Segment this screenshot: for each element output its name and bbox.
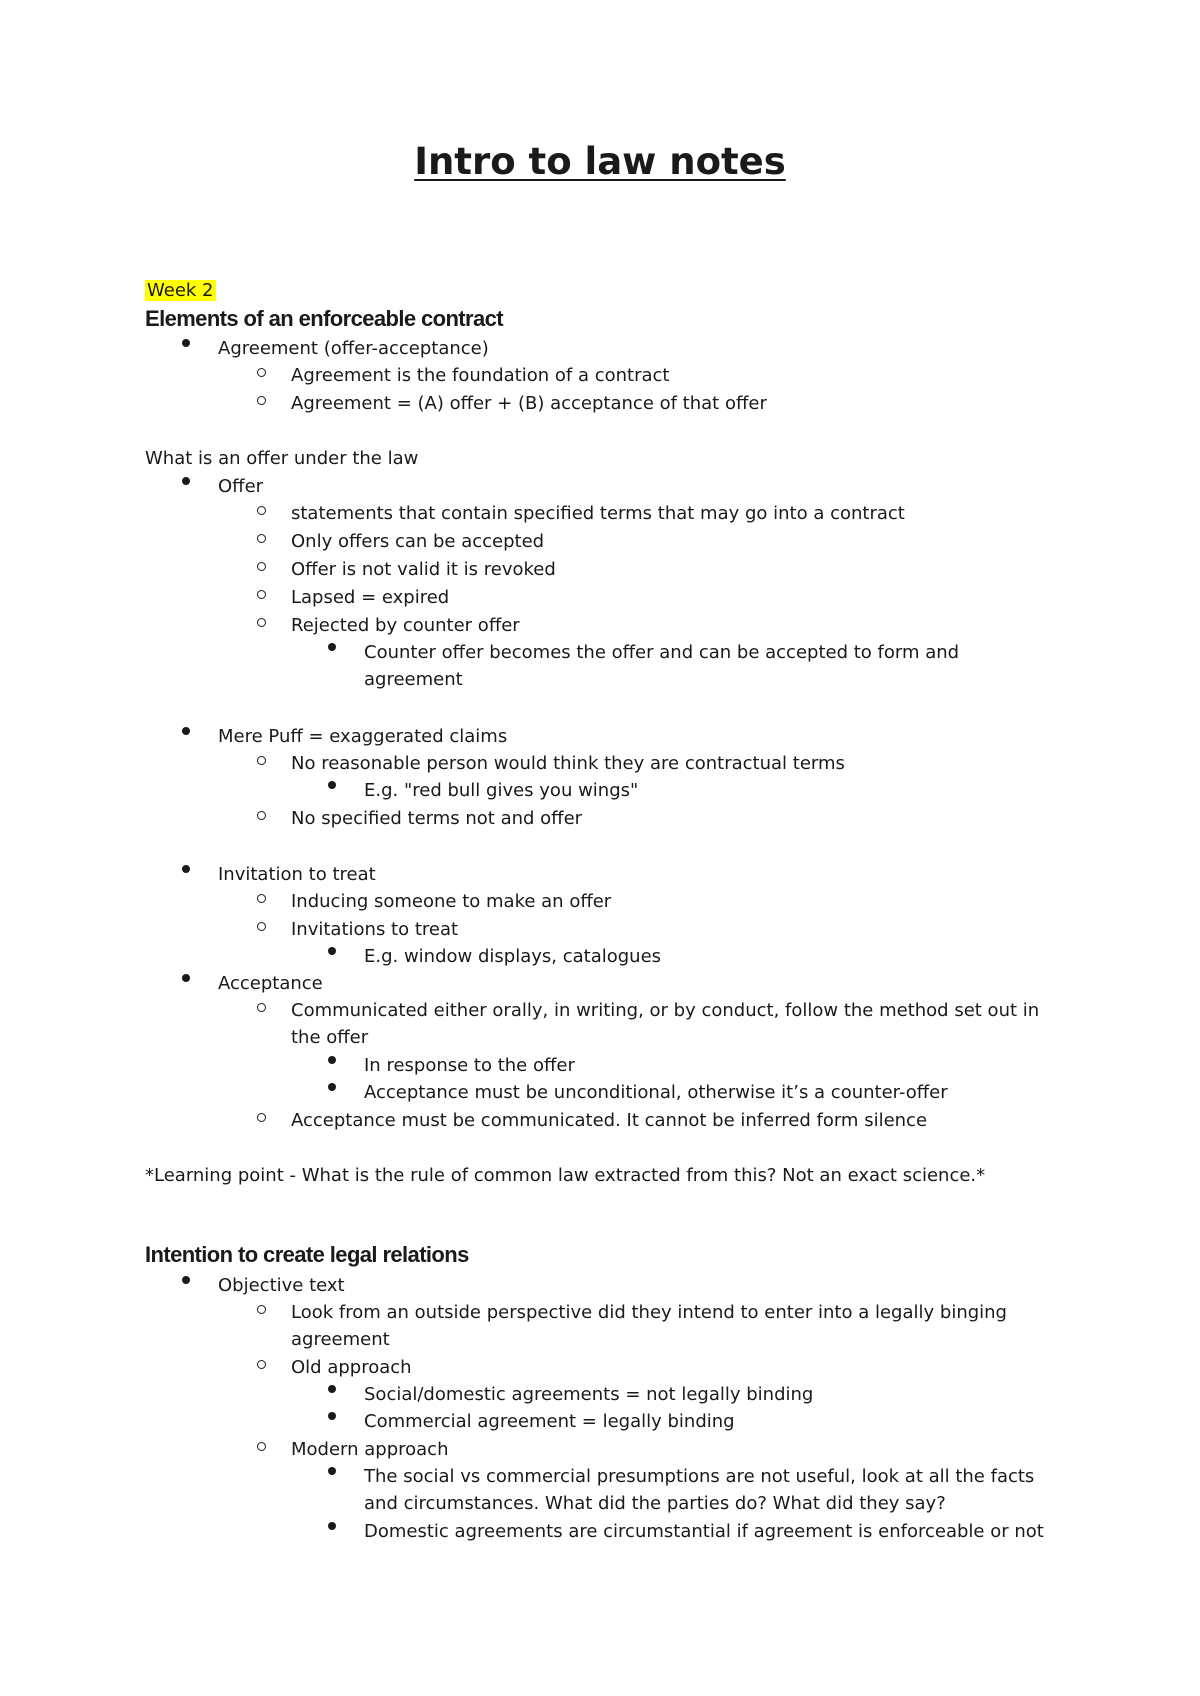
document-title: Intro to law notes — [414, 140, 786, 183]
offer-intro: What is an offer under the law — [145, 448, 419, 469]
list-item: Domestic agreements are circumstantial if agreement is enforceable or not — [364, 1521, 1044, 1542]
bullet-circle-icon — [257, 811, 266, 820]
list-item: Rejected by counter offer — [291, 615, 520, 636]
list-item: The social vs commercial presumptions are not useful, look at all the facts — [364, 1466, 1035, 1487]
list-item: Communicated either orally, in writing, or by conduct, follow the method set out in — [291, 1000, 1040, 1021]
bullet-circle-icon — [257, 590, 266, 599]
list-item-continuation: and circumstances. What did the parties do? What did they say? — [364, 1493, 946, 1514]
list-item: Acceptance — [218, 973, 323, 994]
list-item: Invitation to treat — [218, 864, 376, 885]
bullet-dot-icon — [328, 947, 336, 955]
list-item: Only offers can be accepted — [291, 531, 545, 552]
bullet-dot-icon — [182, 1276, 190, 1284]
list-item: In response to the offer — [364, 1055, 575, 1076]
list-item: Agreement is the foundation of a contract — [291, 365, 670, 386]
bullet-circle-icon — [257, 1305, 266, 1314]
bullet-circle-icon — [257, 618, 266, 627]
list-item: Agreement = (A) offer + (B) acceptance of that offer — [291, 393, 767, 414]
bullet-dot-icon — [328, 781, 336, 789]
list-item: Offer is not valid it is revoked — [291, 559, 556, 580]
highlighted-week-label: Week 2 — [147, 280, 214, 301]
bullet-circle-icon — [257, 562, 266, 571]
bullet-dot-icon — [182, 727, 190, 735]
list-item: Agreement (offer-acceptance) — [218, 338, 489, 359]
bullet-dot-icon — [182, 339, 190, 347]
bullet-dot-icon — [328, 1412, 336, 1420]
list-item-continuation: agreement — [364, 669, 463, 690]
learning-point: *Learning point - What is the rule of common law extracted from this? Not an exact science.* — [145, 1165, 986, 1186]
bullet-dot-icon — [328, 1056, 336, 1064]
list-item: Old approach — [291, 1357, 412, 1378]
list-item: Lapsed = expired — [291, 587, 450, 608]
bullet-circle-icon — [257, 534, 266, 543]
list-item: E.g. "red bull gives you wings" — [364, 780, 639, 801]
list-item: No reasonable person would think they are contractual terms — [291, 753, 845, 774]
list-item: statements that contain specified terms that may go into a contract — [291, 503, 905, 524]
bullet-circle-icon — [257, 1442, 266, 1451]
bullet-dot-icon — [182, 865, 190, 873]
bullet-dot-icon — [182, 477, 190, 485]
list-item: Modern approach — [291, 1439, 449, 1460]
bullet-circle-icon — [257, 922, 266, 931]
list-item: Invitations to treat — [291, 919, 459, 940]
list-item: No specified terms not and offer — [291, 808, 583, 829]
bullet-dot-icon — [328, 1083, 336, 1091]
list-item-continuation: agreement — [291, 1329, 390, 1350]
list-item: Offer — [218, 476, 264, 497]
bullet-circle-icon — [257, 506, 266, 515]
section-heading-intention: Intention to create legal relations — [145, 1242, 469, 1267]
list-item: Social/domestic agreements = not legally binding — [364, 1384, 814, 1405]
bullet-dot-icon — [328, 1522, 336, 1530]
bullet-dot-icon — [182, 974, 190, 982]
list-item-continuation: the offer — [291, 1027, 369, 1048]
bullet-circle-icon — [257, 1003, 266, 1012]
list-item: Inducing someone to make an offer — [291, 891, 612, 912]
list-item: Look from an outside perspective did they intend to enter into a legally binging — [291, 1302, 1007, 1323]
bullet-circle-icon — [257, 1113, 266, 1122]
bullet-circle-icon — [257, 1360, 266, 1369]
week-label — [145, 277, 216, 304]
bullet-dot-icon — [328, 643, 336, 651]
list-item: Mere Puff = exaggerated claims — [218, 726, 508, 747]
bullet-circle-icon — [257, 894, 266, 903]
list-item: Acceptance must be unconditional, otherwise it’s a counter-offer — [364, 1082, 948, 1103]
bullet-circle-icon — [257, 368, 266, 377]
bullet-circle-icon — [257, 756, 266, 765]
list-item: E.g. window displays, catalogues — [364, 946, 662, 967]
list-item: Counter offer becomes the offer and can be accepted to form and — [364, 642, 960, 663]
bullet-dot-icon — [328, 1385, 336, 1393]
list-item: Acceptance must be communicated. It cannot be inferred form silence — [291, 1110, 928, 1131]
list-item: Objective text — [218, 1275, 345, 1296]
bullet-dot-icon — [328, 1467, 336, 1475]
section-heading-elements: Elements of an enforceable contract — [145, 306, 503, 331]
bullet-circle-icon — [257, 396, 266, 405]
list-item: Commercial agreement = legally binding — [364, 1411, 735, 1432]
